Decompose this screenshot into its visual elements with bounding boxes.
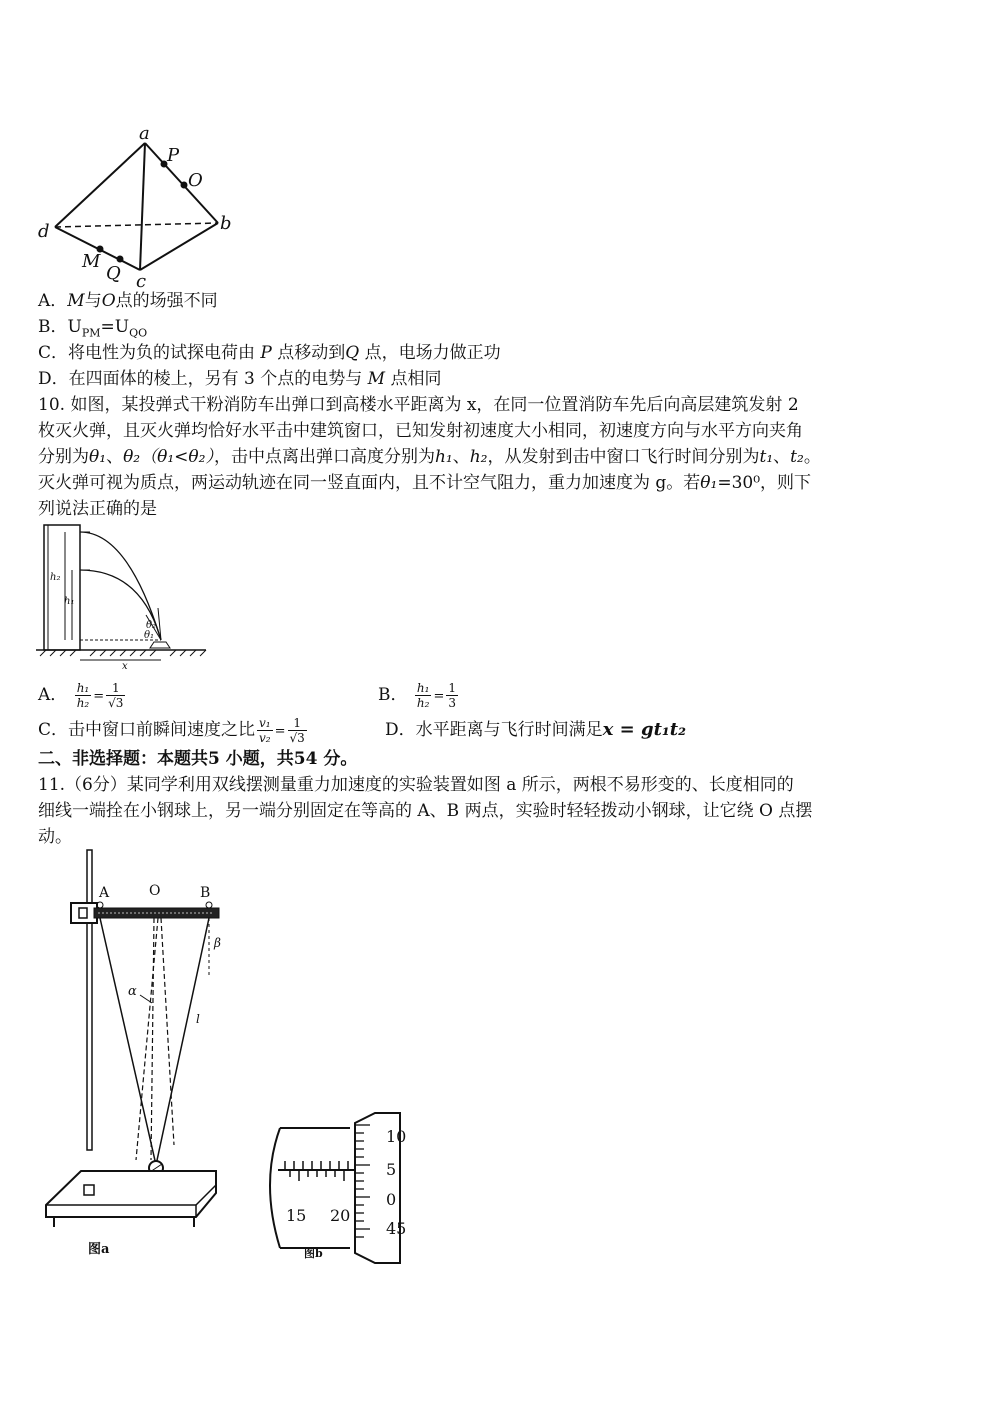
edge-a-d [55, 143, 145, 227]
var-U: U [67, 317, 82, 337]
edge-a-c [140, 143, 145, 270]
var-h2: h₂ [469, 447, 488, 467]
figure-b-micrometer [260, 1093, 420, 1268]
label-b: b [220, 213, 232, 234]
thimble-label-45: 45 [386, 1219, 407, 1238]
option-letter: C． [38, 343, 69, 363]
numerator: 1 [288, 716, 307, 731]
equals-sign: = [433, 689, 445, 704]
option-text: 与 [84, 291, 102, 311]
label-P: P [167, 145, 180, 166]
fraction-v1-v2 [257, 716, 273, 745]
label-O: O [188, 170, 203, 191]
option-letter: B． [38, 317, 68, 337]
thimble-label-0: 0 [386, 1190, 397, 1209]
var-M: M [367, 369, 386, 389]
thimble-label-10: 10 [386, 1127, 407, 1146]
section-heading: 二、非选择题：本题共5 小题，共54 分。 [38, 749, 358, 769]
q9-option-c[interactable] [38, 340, 501, 366]
building [44, 525, 80, 650]
fraction-value [288, 716, 307, 745]
denominator: h₂ [416, 696, 430, 710]
q10-line-2: 枚灭火弹，且灭火弹均恰好水平击中建筑窗口，已知发射初速度大小相同，初速度方向与水平方向夹角 [38, 421, 803, 441]
main-scale-label-15: 15 [286, 1206, 307, 1225]
fraction-h1-h2 [75, 681, 92, 710]
var-theta1: θ₁ [89, 447, 107, 467]
option-text: 点相同 [390, 369, 442, 389]
numerator: v₁ [259, 716, 271, 730]
q10-line-3 [38, 444, 821, 470]
figure-a-pendulum [36, 845, 236, 1265]
option-letter: A． [38, 685, 68, 705]
numerator: h₁ [76, 681, 90, 695]
main-scale-label-20: 20 [330, 1206, 351, 1225]
stand-base [46, 1171, 216, 1217]
q10-line-1: 10. 如图，某投弹式干粉消防车出弹口到高楼水平距离为 x，在同一位置消防车先后向高层建筑发射 2 [38, 395, 799, 415]
option-letter: C． [38, 720, 69, 740]
option-text: 点移动到 [277, 343, 346, 363]
horizontal-bar [94, 908, 219, 918]
caption-figure-a: 图a [88, 1242, 110, 1257]
var-theta2: θ₂ [123, 447, 141, 467]
label-c: c [136, 271, 147, 290]
edge-c-b [140, 223, 218, 270]
denominator: v₂ [259, 731, 271, 745]
q10-option-b[interactable] [378, 680, 460, 712]
caption-figure-b: 图b [304, 1247, 323, 1260]
subscript-QO: QO [129, 326, 148, 340]
label-Q: Q [106, 263, 121, 284]
label-theta2: θ₂ [146, 620, 157, 631]
option-text: 点，电场力做正功 [364, 343, 501, 363]
point-Q [117, 256, 124, 263]
option-letter: A． [38, 291, 68, 311]
text: 。 [803, 447, 821, 467]
label-B: B [200, 885, 211, 901]
label-alpha: α [128, 984, 137, 999]
label-O: O [149, 883, 161, 899]
label-d: d [38, 221, 50, 242]
text: ，从发射到击中窗口飞行时间分别为 [487, 447, 760, 467]
formula: x = gt₁t₂ [602, 719, 686, 740]
equals-sign: = [100, 317, 115, 337]
var-Q: Q [345, 343, 360, 363]
label-theta1: θ₁ [144, 630, 155, 641]
denominator: √3 [289, 731, 305, 745]
option-text: 点的场强不同 [115, 291, 218, 311]
q10-line-5: 列说法正确的是 [38, 499, 157, 519]
text: 灭火弹可视为质点，两运动轨迹在同一竖直面内，且不计空气阻力，重力加速度为 g。若 [38, 473, 701, 493]
thimble-label-5: 5 [386, 1160, 397, 1179]
label-h2: h₂ [50, 572, 61, 583]
var-theta1: θ₁ [700, 473, 718, 493]
tetrahedron-figure [30, 125, 250, 290]
fraction-h1-h2 [415, 681, 432, 710]
q10-line-4 [38, 470, 811, 496]
fraction-value [106, 681, 125, 710]
text: 、 [773, 447, 791, 467]
var-O: O [101, 291, 116, 311]
q11-line-2: 细线一端拴在小钢球上，另一端分别固定在等高的 A、B 两点，实验时轻轻拨动小钢球，让它绕 O 点摆 [38, 801, 813, 821]
option-letter: B． [378, 685, 408, 705]
text: ，击中点离出弹口高度分别为 [213, 447, 435, 467]
point-O [181, 182, 188, 189]
text: =30⁰，则下 [717, 473, 812, 493]
equals-sign: = [274, 724, 286, 739]
var-U: U [114, 317, 130, 337]
fraction-value [446, 681, 458, 710]
denominator: h₂ [76, 696, 90, 710]
label-x: x [122, 661, 128, 672]
subscript-PM: PM [81, 326, 101, 340]
text: 分别为 [38, 447, 89, 467]
equals-sign: = [93, 689, 105, 704]
q10-option-a[interactable] [38, 680, 127, 712]
string-left [100, 918, 156, 1165]
denominator: 3 [448, 696, 456, 710]
q9-option-a[interactable] [38, 288, 218, 314]
var-M: M [67, 291, 85, 311]
option-text: 击中窗口前瞬间速度之比 [68, 720, 256, 740]
q11-line-1: 11.（6分）某同学利用双线摆测量重力加速度的实验装置如图 a 所示，两根不易形变的、长度相同的 [38, 775, 794, 795]
text: 、 [452, 447, 470, 467]
denominator: √3 [108, 696, 124, 710]
text: 、 [106, 447, 124, 467]
var-t2: t₂ [790, 447, 804, 467]
label-h1: h₁ [64, 596, 75, 607]
string-right [156, 918, 209, 1165]
option-letter: D． [38, 369, 69, 389]
stand-pole [87, 850, 92, 1150]
q9-option-d[interactable] [38, 366, 442, 392]
q11-line-3: 动。 [38, 827, 72, 847]
label-M: M [82, 251, 101, 272]
label-a: a [139, 125, 150, 144]
option-text: 在四面体的棱上，另有 3 个点的电势与 [68, 369, 363, 389]
var-t1: t₁ [759, 447, 774, 467]
label-A: A [99, 885, 110, 901]
condition: （θ₁<θ₂） [140, 447, 214, 467]
numerator: h₁ [416, 681, 430, 695]
numerator: 1 [106, 681, 125, 696]
numerator: 1 [448, 681, 456, 695]
label-beta: β [214, 936, 221, 950]
var-h1: h₁ [434, 447, 453, 467]
var-P: P [260, 343, 272, 363]
q10-option-d[interactable] [385, 715, 686, 745]
option-text: 将电性为负的试探电荷由 [68, 343, 256, 363]
edge-d-b [55, 223, 218, 227]
projectile-figure [36, 520, 211, 672]
label-l: l [196, 1012, 200, 1026]
option-text: 水平距离与飞行时间满足 [415, 720, 603, 740]
option-letter: D． [385, 720, 416, 740]
q10-option-c[interactable] [38, 715, 309, 747]
